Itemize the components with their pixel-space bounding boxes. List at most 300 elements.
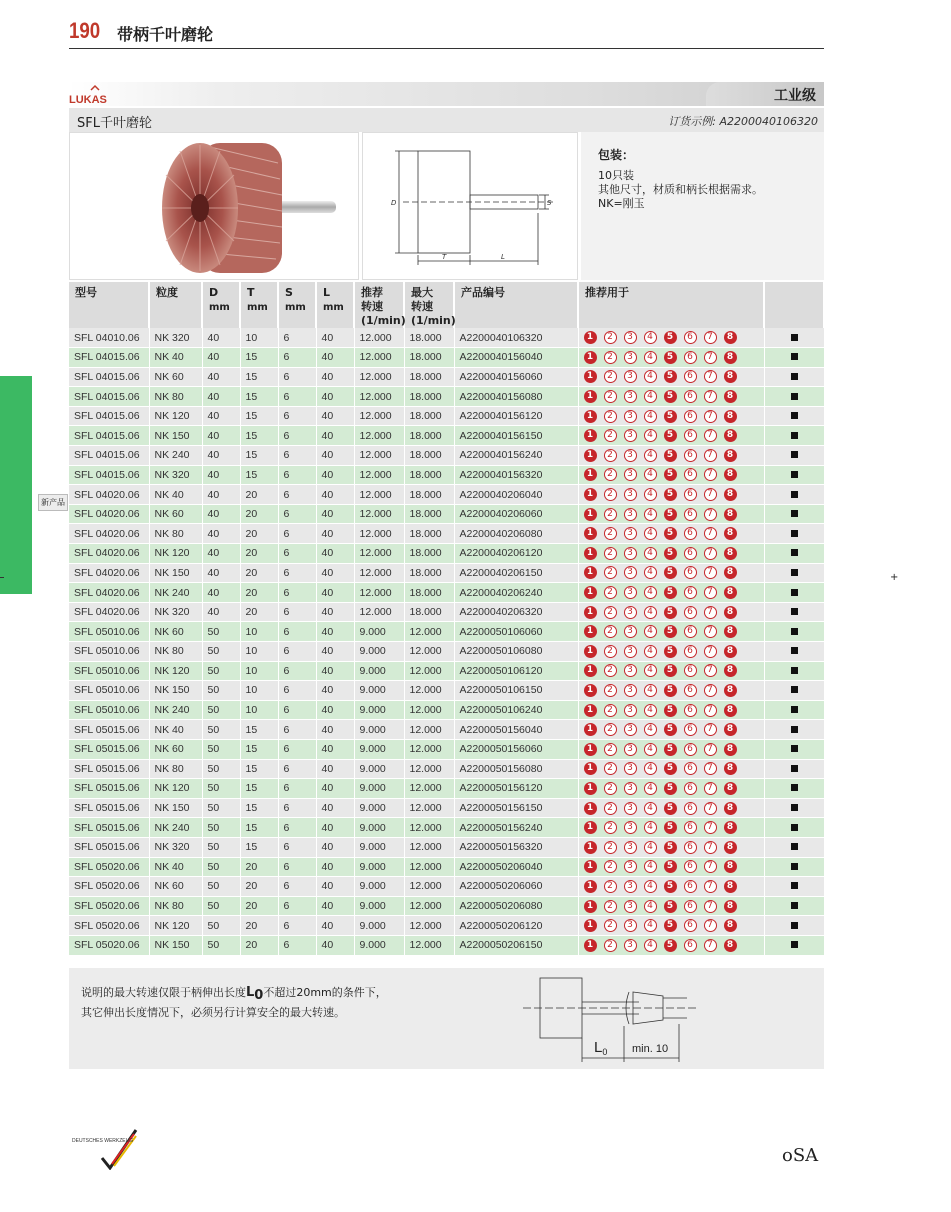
application-4-icon: 4: [644, 508, 657, 521]
cell-l: 40: [316, 504, 354, 524]
new-product-badge: 新产品: [38, 494, 68, 511]
application-2-icon: 2: [604, 625, 617, 638]
cell-s: 6: [278, 328, 316, 348]
cell-model: SFL 05010.06: [69, 700, 149, 720]
application-2-icon: 2: [604, 606, 617, 619]
section-side-tab[interactable]: [0, 376, 32, 594]
cell-t: 15: [240, 367, 278, 387]
application-2-icon: 2: [604, 508, 617, 521]
stock-square-icon: [791, 824, 798, 831]
cell-s: 6: [278, 583, 316, 603]
application-7-icon: 7: [704, 821, 717, 834]
cell-model: SFL 05015.06: [69, 779, 149, 799]
application-6-icon: 6: [684, 351, 697, 364]
stock-square-icon: [791, 510, 798, 517]
application-1-icon: 1: [584, 704, 597, 717]
cell-rec-speed: 12.000: [354, 387, 404, 407]
application-1-icon: 1: [584, 586, 597, 599]
application-1-icon: 1: [584, 410, 597, 423]
cell-model: SFL 05015.06: [69, 759, 149, 779]
cell-s: 6: [278, 406, 316, 426]
cell-article: A2200040156120: [454, 406, 578, 426]
cell-availability: [764, 759, 824, 779]
cell-t: 20: [240, 563, 278, 583]
application-5-icon: 5: [664, 704, 677, 717]
table-row: [69, 798, 824, 818]
application-2-icon: 2: [604, 331, 617, 344]
cell-l: 40: [316, 896, 354, 916]
cell-grit: NK 80: [149, 524, 202, 544]
cell-rec-speed: 9.000: [354, 622, 404, 642]
diagram-min-label: min. 10: [632, 1043, 669, 1055]
header-s: [278, 282, 316, 328]
cell-s: 6: [278, 857, 316, 877]
cell-model: SFL 05020.06: [69, 857, 149, 877]
cell-recommended: [578, 602, 764, 622]
application-7-icon: 7: [704, 939, 717, 952]
product-image-panel: [69, 132, 359, 280]
cell-article: A2200040206080: [454, 524, 578, 544]
application-7-icon: 7: [704, 586, 717, 599]
cell-model: SFL 04015.06: [69, 446, 149, 466]
cell-rec-speed: 12.000: [354, 504, 404, 524]
cell-grit: NK 60: [149, 504, 202, 524]
cell-rec-speed: 9.000: [354, 642, 404, 662]
application-4-icon: 4: [644, 860, 657, 873]
application-2-icon: 2: [604, 782, 617, 795]
cell-max-speed: 12.000: [404, 622, 454, 642]
cell-t: 15: [240, 739, 278, 759]
cell-recommended: [578, 348, 764, 368]
cell-d: 40: [202, 328, 240, 348]
stock-square-icon: [791, 784, 798, 791]
cell-s: 6: [278, 622, 316, 642]
application-3-icon: 3: [624, 919, 637, 932]
dim-label-l: L: [501, 253, 505, 261]
cell-t: 20: [240, 896, 278, 916]
application-8-icon: 8: [724, 468, 737, 481]
application-8-icon: 8: [724, 606, 737, 619]
application-6-icon: 6: [684, 566, 697, 579]
cell-grit: NK 40: [149, 720, 202, 740]
header-d-label: D: [209, 286, 219, 299]
table-row: [69, 700, 824, 720]
note-symbol: L: [246, 985, 255, 1000]
application-3-icon: 3: [624, 880, 637, 893]
cell-max-speed: 12.000: [404, 798, 454, 818]
stock-square-icon: [791, 726, 798, 733]
application-1-icon: 1: [584, 841, 597, 854]
application-7-icon: 7: [704, 468, 717, 481]
application-5-icon: 5: [664, 782, 677, 795]
application-6-icon: 6: [684, 429, 697, 442]
application-1-icon: 1: [584, 782, 597, 795]
stock-square-icon: [791, 706, 798, 713]
packaging-line: 其他尺寸，材质和柄长根据需求。: [598, 183, 763, 196]
table-row: [69, 916, 824, 936]
cell-s: 6: [278, 818, 316, 838]
application-1-icon: 1: [584, 488, 597, 501]
application-7-icon: 7: [704, 782, 717, 795]
application-5-icon: 5: [664, 370, 677, 383]
cell-article: A2200050206150: [454, 935, 578, 955]
cell-l: 40: [316, 583, 354, 603]
application-6-icon: 6: [684, 331, 697, 344]
application-3-icon: 3: [624, 900, 637, 913]
cell-grit: NK 320: [149, 465, 202, 485]
cell-model: SFL 04015.06: [69, 367, 149, 387]
application-5-icon: 5: [664, 880, 677, 893]
cell-max-speed: 12.000: [404, 935, 454, 955]
cell-recommended: [578, 387, 764, 407]
dimension-drawing-panel: [362, 132, 578, 280]
application-1-icon: 1: [584, 351, 597, 364]
application-4-icon: 4: [644, 468, 657, 481]
cell-article: A2200050156040: [454, 720, 578, 740]
application-8-icon: 8: [724, 547, 737, 560]
cell-l: 40: [316, 818, 354, 838]
application-1-icon: 1: [584, 684, 597, 697]
application-6-icon: 6: [684, 390, 697, 403]
application-7-icon: 7: [704, 743, 717, 756]
cell-availability: [764, 583, 824, 603]
cell-recommended: [578, 916, 764, 936]
cell-model: SFL 04020.06: [69, 504, 149, 524]
cell-l: 40: [316, 739, 354, 759]
cell-max-speed: 12.000: [404, 720, 454, 740]
application-5-icon: 5: [664, 802, 677, 815]
cell-d: 50: [202, 779, 240, 799]
cell-t: 10: [240, 700, 278, 720]
application-2-icon: 2: [604, 762, 617, 775]
application-7-icon: 7: [704, 547, 717, 560]
header-max-speed-1: 最大: [411, 286, 433, 299]
cell-recommended: [578, 818, 764, 838]
cell-t: 20: [240, 583, 278, 603]
cell-model: SFL 04020.06: [69, 583, 149, 603]
application-8-icon: 8: [724, 566, 737, 579]
cell-article: A2200050106060: [454, 622, 578, 642]
cell-l: 40: [316, 426, 354, 446]
cell-article: A2200050106240: [454, 700, 578, 720]
application-1-icon: 1: [584, 880, 597, 893]
cell-recommended: [578, 739, 764, 759]
application-8-icon: 8: [724, 625, 737, 638]
cell-availability: [764, 935, 824, 955]
cell-l: 40: [316, 622, 354, 642]
application-6-icon: 6: [684, 880, 697, 893]
application-8-icon: 8: [724, 410, 737, 423]
cell-availability: [764, 720, 824, 740]
application-6-icon: 6: [684, 488, 697, 501]
cell-max-speed: 18.000: [404, 328, 454, 348]
application-4-icon: 4: [644, 351, 657, 364]
cell-recommended: [578, 485, 764, 505]
cell-d: 40: [202, 446, 240, 466]
cell-s: 6: [278, 798, 316, 818]
application-3-icon: 3: [624, 449, 637, 462]
table-row: [69, 720, 824, 740]
application-4-icon: 4: [644, 547, 657, 560]
header-blank: [764, 282, 824, 328]
application-8-icon: 8: [724, 860, 737, 873]
cell-recommended: [578, 720, 764, 740]
note-text-b: 不超过20mm的条件下，: [263, 986, 387, 999]
cell-grit: NK 120: [149, 916, 202, 936]
application-3-icon: 3: [624, 625, 637, 638]
application-8-icon: 8: [724, 645, 737, 658]
application-7-icon: 7: [704, 410, 717, 423]
header-s-unit: mm: [285, 302, 306, 313]
cell-grit: NK 80: [149, 759, 202, 779]
application-8-icon: 8: [724, 841, 737, 854]
cell-recommended: [578, 896, 764, 916]
cell-rec-speed: 12.000: [354, 348, 404, 368]
application-7-icon: 7: [704, 802, 717, 815]
cell-s: 6: [278, 446, 316, 466]
stock-square-icon: [791, 412, 798, 419]
application-5-icon: 5: [664, 860, 677, 873]
cell-l: 40: [316, 387, 354, 407]
application-2-icon: 2: [604, 900, 617, 913]
application-1-icon: 1: [584, 331, 597, 344]
cell-model: SFL 04010.06: [69, 328, 149, 348]
application-1-icon: 1: [584, 939, 597, 952]
cell-s: 6: [278, 426, 316, 446]
shank-extension-diagram: [519, 972, 769, 1068]
stock-square-icon: [791, 765, 798, 772]
application-7-icon: 7: [704, 351, 717, 364]
application-4-icon: 4: [644, 586, 657, 599]
application-5-icon: 5: [664, 664, 677, 677]
cell-d: 40: [202, 504, 240, 524]
application-2-icon: 2: [604, 547, 617, 560]
stock-square-icon: [791, 922, 798, 929]
application-1-icon: 1: [584, 566, 597, 579]
cell-s: 6: [278, 837, 316, 857]
application-1-icon: 1: [584, 723, 597, 736]
cell-article: A2200040156080: [454, 387, 578, 407]
product-name: SFL千叶磨轮: [77, 116, 152, 131]
cell-rec-speed: 9.000: [354, 916, 404, 936]
cell-model: SFL 05015.06: [69, 720, 149, 740]
application-6-icon: 6: [684, 664, 697, 677]
application-2-icon: 2: [604, 566, 617, 579]
application-8-icon: 8: [724, 449, 737, 462]
cell-max-speed: 12.000: [404, 818, 454, 838]
cell-grit: NK 150: [149, 563, 202, 583]
application-3-icon: 3: [624, 566, 637, 579]
application-1-icon: 1: [584, 625, 597, 638]
cell-d: 40: [202, 602, 240, 622]
cell-article: A2200040156320: [454, 465, 578, 485]
cell-l: 40: [316, 348, 354, 368]
application-2-icon: 2: [604, 723, 617, 736]
header-article: 产品编号: [454, 282, 578, 328]
cell-availability: [764, 406, 824, 426]
cell-grit: NK 240: [149, 446, 202, 466]
stock-square-icon: [791, 686, 798, 693]
cell-model: SFL 05020.06: [69, 916, 149, 936]
cell-article: A2200050206120: [454, 916, 578, 936]
dimension-drawing: [363, 133, 577, 279]
cell-max-speed: 18.000: [404, 348, 454, 368]
table-row: [69, 583, 824, 603]
cell-max-speed: 12.000: [404, 642, 454, 662]
application-8-icon: 8: [724, 900, 737, 913]
application-7-icon: 7: [704, 704, 717, 717]
cell-article: A2200050156080: [454, 759, 578, 779]
application-5-icon: 5: [664, 900, 677, 913]
application-8-icon: 8: [724, 880, 737, 893]
cell-model: SFL 04020.06: [69, 485, 149, 505]
cell-l: 40: [316, 720, 354, 740]
application-5-icon: 5: [664, 331, 677, 344]
cell-model: SFL 04020.06: [69, 524, 149, 544]
cell-rec-speed: 9.000: [354, 818, 404, 838]
cell-article: A2200040156040: [454, 348, 578, 368]
application-7-icon: 7: [704, 527, 717, 540]
application-4-icon: 4: [644, 527, 657, 540]
application-7-icon: 7: [704, 331, 717, 344]
cell-article: A2200050106080: [454, 642, 578, 662]
cell-article: A2200040156060: [454, 367, 578, 387]
application-7-icon: 7: [704, 900, 717, 913]
cell-t: 15: [240, 426, 278, 446]
cell-max-speed: 18.000: [404, 563, 454, 583]
stock-square-icon: [791, 902, 798, 909]
application-6-icon: 6: [684, 645, 697, 658]
application-2-icon: 2: [604, 527, 617, 540]
table-row: [69, 602, 824, 622]
cell-s: 6: [278, 700, 316, 720]
application-7-icon: 7: [704, 762, 717, 775]
packaging-line: 10只装: [598, 169, 634, 182]
cell-s: 6: [278, 896, 316, 916]
cell-grit: NK 80: [149, 642, 202, 662]
cell-grit: NK 60: [149, 877, 202, 897]
cell-max-speed: 18.000: [404, 602, 454, 622]
application-8-icon: 8: [724, 919, 737, 932]
cell-d: 50: [202, 661, 240, 681]
cell-s: 6: [278, 563, 316, 583]
cell-s: 6: [278, 720, 316, 740]
cell-grit: NK 240: [149, 583, 202, 603]
stock-square-icon: [791, 863, 798, 870]
cell-recommended: [578, 642, 764, 662]
stock-square-icon: [791, 667, 798, 674]
cell-l: 40: [316, 465, 354, 485]
note-symbol-sub: 0: [254, 988, 264, 1004]
cell-s: 6: [278, 465, 316, 485]
table-row: [69, 661, 824, 681]
cell-rec-speed: 12.000: [354, 426, 404, 446]
application-5-icon: 5: [664, 410, 677, 423]
application-8-icon: 8: [724, 488, 737, 501]
cell-model: SFL 05010.06: [69, 681, 149, 701]
application-7-icon: 7: [704, 664, 717, 677]
table-row: [69, 935, 824, 955]
application-5-icon: 5: [664, 684, 677, 697]
application-3-icon: 3: [624, 782, 637, 795]
cell-recommended: [578, 681, 764, 701]
cell-d: 50: [202, 622, 240, 642]
application-4-icon: 4: [644, 704, 657, 717]
cell-model: SFL 05015.06: [69, 818, 149, 838]
cell-model: SFL 05010.06: [69, 661, 149, 681]
cell-d: 50: [202, 739, 240, 759]
cell-recommended: [578, 465, 764, 485]
cell-max-speed: 18.000: [404, 367, 454, 387]
cell-l: 40: [316, 328, 354, 348]
cell-article: A2200040206240: [454, 583, 578, 603]
cell-t: 15: [240, 798, 278, 818]
cell-rec-speed: 12.000: [354, 602, 404, 622]
application-2-icon: 2: [604, 860, 617, 873]
application-1-icon: 1: [584, 508, 597, 521]
application-8-icon: 8: [724, 802, 737, 815]
application-4-icon: 4: [644, 900, 657, 913]
cell-d: 50: [202, 720, 240, 740]
application-4-icon: 4: [644, 390, 657, 403]
application-3-icon: 3: [624, 508, 637, 521]
header-t-unit: mm: [247, 302, 268, 313]
cell-d: 50: [202, 642, 240, 662]
application-8-icon: 8: [724, 939, 737, 952]
cell-availability: [764, 485, 824, 505]
application-3-icon: 3: [624, 606, 637, 619]
svg-text:LUKAS: LUKAS: [69, 94, 107, 106]
application-1-icon: 1: [584, 429, 597, 442]
note-panel: [69, 968, 824, 1069]
cell-l: 40: [316, 563, 354, 583]
cell-availability: [764, 524, 824, 544]
cell-recommended: [578, 446, 764, 466]
application-5-icon: 5: [664, 547, 677, 560]
cell-rec-speed: 12.000: [354, 524, 404, 544]
cell-t: 20: [240, 485, 278, 505]
cell-max-speed: 12.000: [404, 857, 454, 877]
application-7-icon: 7: [704, 860, 717, 873]
cell-s: 6: [278, 602, 316, 622]
cell-recommended: [578, 524, 764, 544]
cell-recommended: [578, 544, 764, 564]
cell-model: SFL 05010.06: [69, 642, 149, 662]
cell-grit: NK 60: [149, 739, 202, 759]
application-2-icon: 2: [604, 704, 617, 717]
application-4-icon: 4: [644, 410, 657, 423]
application-2-icon: 2: [604, 351, 617, 364]
application-5-icon: 5: [664, 449, 677, 462]
stock-square-icon: [791, 941, 798, 948]
application-8-icon: 8: [724, 331, 737, 344]
cell-l: 40: [316, 798, 354, 818]
application-6-icon: 6: [684, 743, 697, 756]
product-title-bar: [69, 107, 824, 132]
cell-max-speed: 12.000: [404, 739, 454, 759]
cell-max-speed: 18.000: [404, 426, 454, 446]
cell-model: SFL 04015.06: [69, 348, 149, 368]
application-6-icon: 6: [684, 449, 697, 462]
cell-availability: [764, 700, 824, 720]
application-5-icon: 5: [664, 351, 677, 364]
application-4-icon: 4: [644, 684, 657, 697]
note-line-2: 其它伸出长度情况下，必须另行计算安全的最大转速。: [81, 1006, 345, 1019]
cell-grit: NK 80: [149, 387, 202, 407]
stock-square-icon: [791, 549, 798, 556]
cell-availability: [764, 328, 824, 348]
cell-grit: NK 150: [149, 798, 202, 818]
